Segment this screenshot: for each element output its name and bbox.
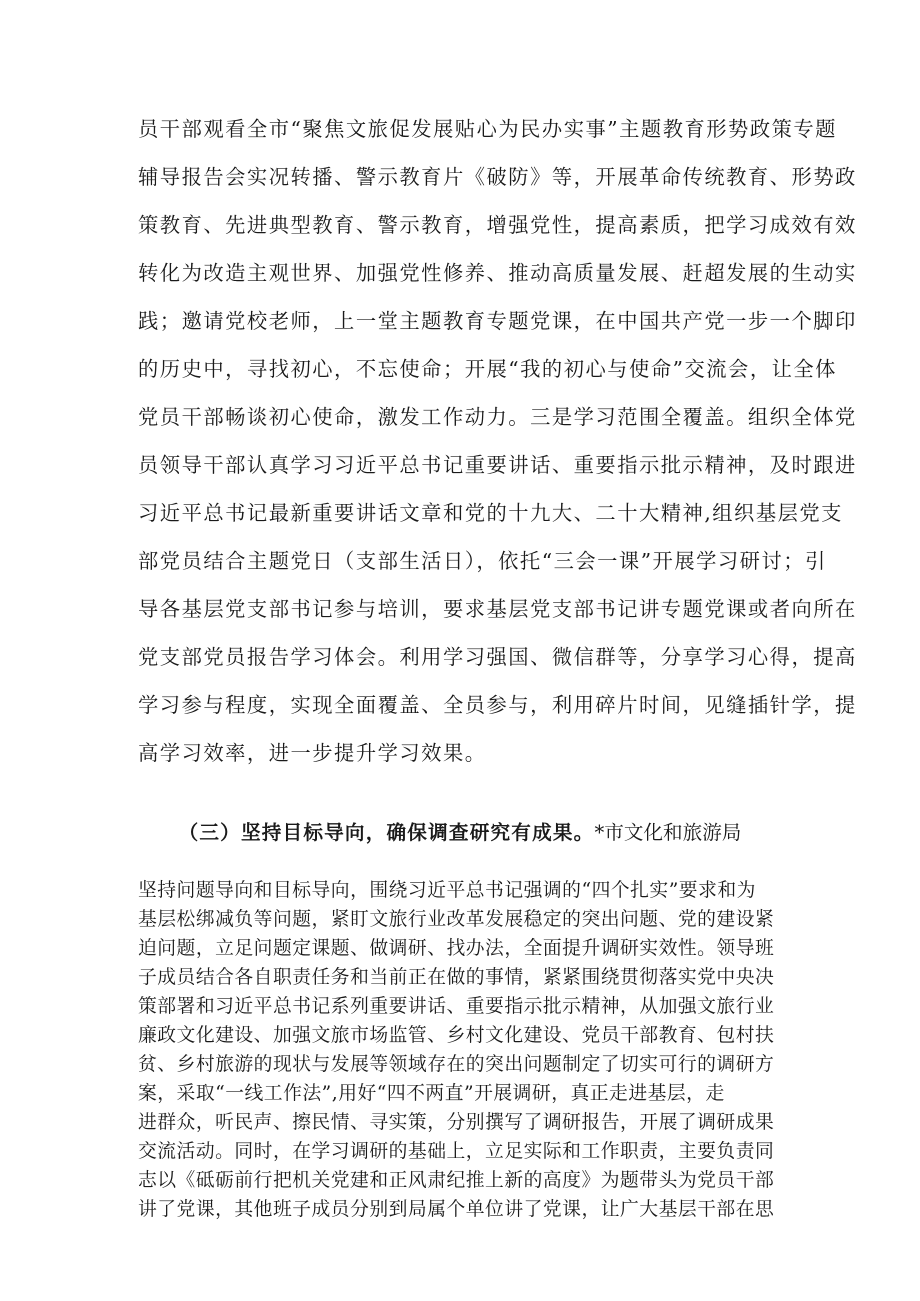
text-line: 辅导报告会实况转播、警示教育片《破防》等，开展革命传统教育、形势政 [138, 165, 857, 189]
text-line: 廉政文化建设、加强文旅市场监管、乡村文化建设、党员干部教育、包村扶 [138, 1025, 775, 1046]
text-line: 高学习效率，进一步提升学习效果。 [138, 741, 487, 765]
text-line: 学习参与程度，实现全面覆盖、全员参与，利用碎片时间，见缝插针学，提 [138, 693, 857, 717]
text-line: 交流活动。同时，在学习调研的基础上，立足实际和工作职责，主要负责同 [138, 1141, 775, 1162]
text-line: 转化为改造主观世界、加强党性修养、推动高质量发展、赶超发展的生动实 [138, 261, 857, 285]
text-line: 党员干部畅谈初心使命，激发工作动力。三是学习范围全覆盖。组织全体党 [138, 405, 857, 429]
text-line: 策教育、先进典型教育、警示教育，增强党性，提高素质，把学习成效有效 [138, 213, 857, 237]
text-line: 践；邀请党校老师，上一堂主题教育专题党课，在中国共产党一步一个脚印 [138, 309, 857, 333]
text-line: 党支部党员报告学习体会。利用学习强国、微信群等，分享学习心得，提高 [138, 645, 857, 669]
text-line: 员领导干部认真学习习近平总书记重要讲话、重要指示批示精神，及时跟进 [138, 453, 857, 477]
text-line: 子成员结合各自职责任务和当前正在做的事情，紧紧围绕贯彻落实党中央决 [138, 967, 775, 988]
text-line: 习近平总书记最新重要讲话文章和党的十九大、二十大精神,组织基层党支 [138, 501, 843, 525]
text-line: 导各基层党支部书记参与培训，要求基层党支部书记讲专题党课或者向所在 [138, 597, 857, 621]
text-line: 策部署和习近平总书记系列重要讲话、重要指示批示精神，从加强文旅行业 [138, 996, 775, 1017]
text-line: 案，采取“一线工作法”,用好“四不两直”开展调研，真正走进基层，走 [138, 1083, 725, 1104]
text-line: 的历史中，寻找初心，不忘使命；开展“我的初心与使命”交流会，让全体 [138, 357, 837, 381]
text-line: 部党员结合主题党日（支部生活日），依托“三会一课”开展学习研讨；引 [138, 549, 827, 573]
section-heading-title: （三）坚持目标导向，确保调查研究有成果。 [178, 821, 595, 844]
text-line: 贫、乡村旅游的现状与发展等领域存在的突出问题制定了切实可行的调研方 [138, 1054, 775, 1075]
text-line: 员干部观看全市“聚焦文旅促发展贴心为民办实事”主题教育形势政策专题 [138, 117, 837, 141]
text-line: 志以《砥砺前行把机关党建和正风肃纪推上新的高度》为题带头为党员干部 [138, 1170, 775, 1191]
section-heading-source: *市文化和旅游局 [594, 821, 742, 844]
text-line: 坚持问题导向和目标导向，围绕习近平总书记强调的“四个扎实”要求和为 [138, 880, 756, 901]
text-line: 迫问题，立足问题定课题、做调研、找办法，全面提升调研实效性。领导班 [138, 938, 775, 959]
text-line: 进群众，听民声、擦民情、寻实策，分别撰写了调研报告，开展了调研成果 [138, 1112, 775, 1133]
section-heading [0, 818, 920, 848]
text-line: 基层松绑减负等问题，紧盯文旅行业改革发展稳定的突出问题、党的建设紧 [138, 909, 775, 930]
text-line: 讲了党课，其他班子成员分别到局属个单位讲了党课，让广大基层干部在思 [138, 1199, 775, 1220]
